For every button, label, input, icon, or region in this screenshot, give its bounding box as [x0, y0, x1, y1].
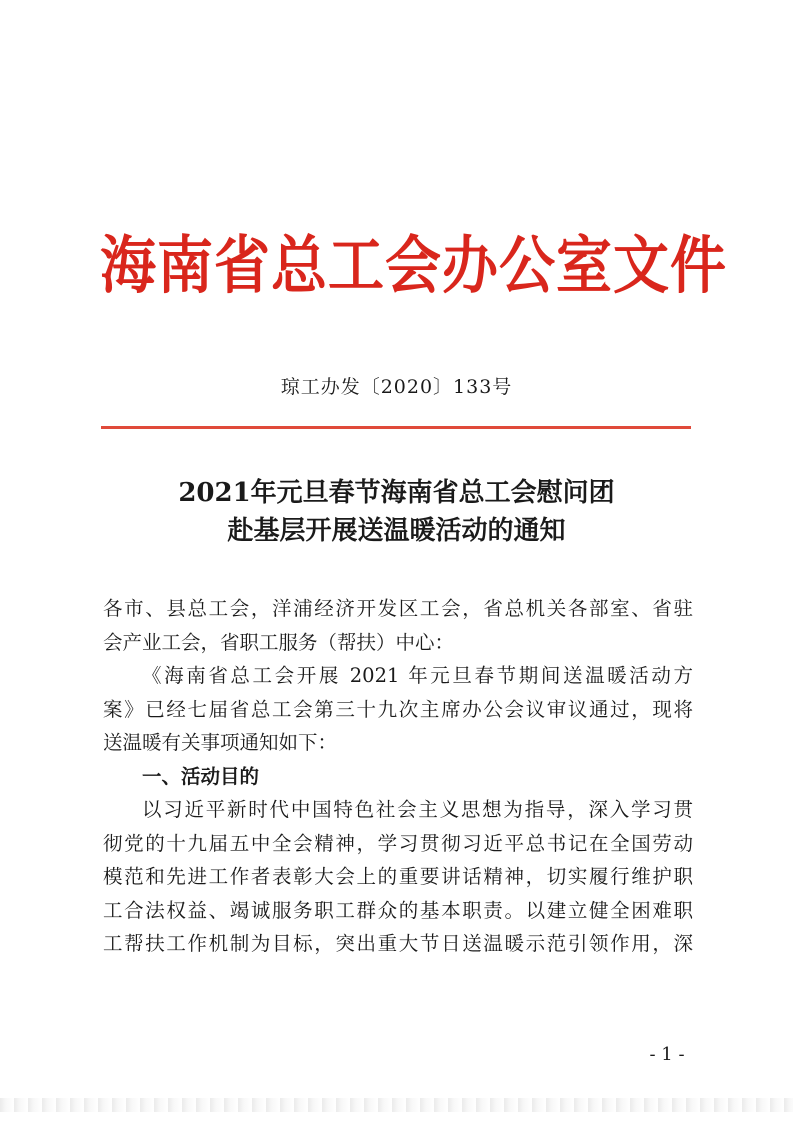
page-number: - 1 - — [649, 1044, 685, 1065]
salutation-line-1: 各市、县总工会，洋浦经济开发区工会，省总机关各部室、省驻 — [103, 597, 693, 620]
notice-title — [100, 474, 693, 550]
intro-line-2: 案》已经七届省总工会第三十九次主席办公会议审议通过，现将 — [103, 697, 693, 721]
section-line-1: 以习近平新时代中国特色社会主义思想为指导，深入学习贯 — [142, 798, 693, 821]
notice-title-line-2: 赴基层开展送温暖活动的通知 — [227, 516, 566, 546]
section-line-3: 模范和先进工作者表彰大会上的重要讲话精神，切实履行维护职 — [103, 865, 693, 888]
section-line-5: 工帮扶工作机制为目标，突出重大节日送温暖示范引领作用，深 — [103, 932, 693, 955]
section-line-2: 彻党的十九届五中全会精神，学习贯彻习近平总书记在全国劳动 — [103, 831, 693, 855]
notice-title-line-1: 2021年元旦春节海南省总工会慰问团 — [178, 478, 615, 508]
scan-edge-shadow — [0, 1098, 793, 1112]
section-heading: 一、活动目的 — [142, 764, 260, 788]
section-line-4: 工合法权益、竭诚服务职工群众的基本职责。以建立健全困难职 — [103, 898, 693, 922]
salutation-line-2: 会产业工会，省职工服务（帮扶）中心： — [103, 630, 455, 654]
notice-body — [103, 592, 693, 961]
intro-line-3: 送温暖有关事项通知如下： — [103, 731, 338, 754]
red-divider-line — [101, 426, 691, 429]
document-number: 琼工办发〔2020〕133号 — [280, 376, 513, 398]
document-masthead: 海南省总工会办公室文件 — [100, 229, 727, 303]
intro-line-1: 《海南省总工会开展 2021 年元旦春节期间送温暖活动方 — [142, 664, 693, 687]
